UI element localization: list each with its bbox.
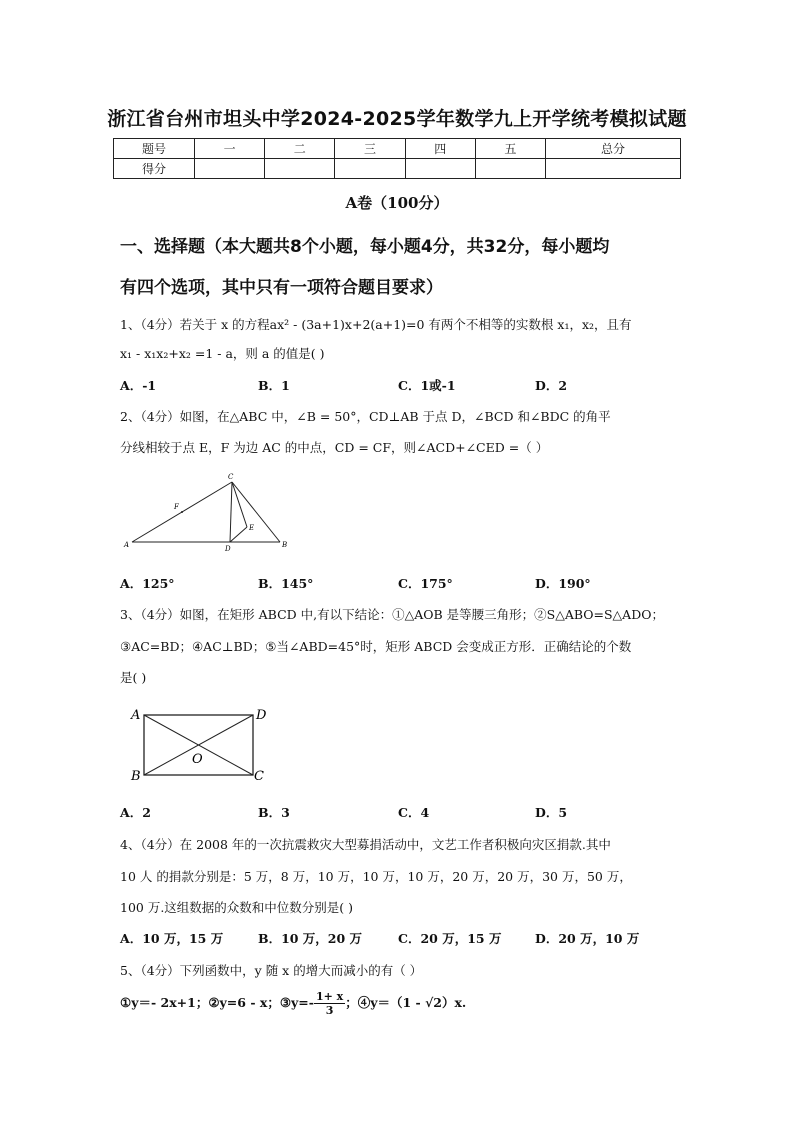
q5-formula-part1: ①y＝- 2x+1；②y=6 - x；③y=- — [120, 995, 314, 1010]
option-c: C．1或-1 — [398, 378, 456, 393]
label-b: B — [282, 541, 288, 549]
option-b: B．3 — [258, 805, 290, 820]
rectangle-figure — [128, 704, 273, 786]
score-input-cell — [475, 159, 545, 179]
q5-formula-part2: ；④y＝（1 - √2）x. — [345, 995, 467, 1010]
q3-line1: 3、（4分）如图，在矩形 ABCD 中,有以下结论：①△AOB 是等腰三角形；②S△ABO=S△ADO； — [120, 607, 664, 622]
option-a: A．125° — [120, 576, 175, 591]
fraction-denominator: 3 — [325, 1004, 334, 1017]
option-d: D．20 万，10 万 — [535, 931, 640, 946]
table-cell: 二 — [265, 139, 335, 159]
label-e: E — [249, 524, 255, 532]
option-c: C．4 — [398, 805, 430, 820]
option-a: A．2 — [120, 805, 151, 820]
q5-formulas — [120, 990, 466, 1017]
q2-line1: 2、（4分）如图，在△ABC 中，∠B = 50°，CD⊥AB 于点 D，∠BCD 和∠BDC 的角平 — [120, 409, 611, 424]
table-cell: 总分 — [546, 139, 681, 159]
table-cell: 三 — [335, 139, 405, 159]
score-input-cell — [195, 159, 265, 179]
option-b: B．145° — [258, 576, 314, 591]
part-heading-line1: 一、选择题（本大题共8个小题，每小题4分，共32分，每小题均 — [120, 237, 610, 257]
table-cell: 五 — [475, 139, 545, 159]
section-title: A卷（100分） — [345, 194, 449, 212]
score-input-cell — [335, 159, 405, 179]
label-o: O — [192, 752, 203, 767]
table-cell: 得分 — [114, 159, 195, 179]
option-b: B．1 — [258, 378, 290, 393]
option-a: A．-1 — [120, 378, 157, 393]
option-a: A．10 万，15 万 — [120, 931, 224, 946]
triangle-figure — [118, 470, 298, 555]
score-table-score-row — [114, 159, 681, 179]
part-heading-line2: 有四个选项，其中只有一项符合题目要求） — [120, 278, 443, 298]
q5-line1: 5、（4分）下列函数中，y 随 x 的增大而减小的有（ ） — [120, 963, 423, 978]
score-table-header-row — [114, 139, 681, 159]
option-d: D．2 — [535, 378, 568, 393]
q4-line2: 10 人 的捐款分别是：5 万，8 万，10 万，10 万，10 万，20 万，20 万，30 万，50 万， — [120, 869, 632, 884]
label-d: D — [225, 545, 231, 553]
option-c: C．20 万，15 万 — [398, 931, 502, 946]
score-table — [113, 138, 681, 179]
option-c: C．175° — [398, 576, 453, 591]
label-a: A — [131, 708, 141, 723]
label-f: F — [174, 503, 179, 511]
label-d: D — [256, 708, 267, 723]
q4-line1: 4、（4分）在 2008 年的一次抗震救灾大型募捐活动中，文艺工作者积极向灾区捐款.其中 — [120, 837, 611, 852]
q1-line1: 1、（4分）若关于 x 的方程ax² - (3a+1)x+2(a+1)=0 有两个不相等的实数根 x₁，x₂，且有 — [120, 317, 632, 332]
label-c: C — [254, 769, 264, 784]
score-input-cell — [405, 159, 475, 179]
q4-line3: 100 万.这组数据的众数和中位数分别是( ) — [120, 900, 354, 915]
q3-line2: ③AC=BD；④AC⊥BD；⑤当∠ABD=45°时，矩形 ABCD 会变成正方形．正确结论的个数 — [120, 639, 632, 654]
table-cell: 题号 — [114, 139, 195, 159]
option-d: D．190° — [535, 576, 591, 591]
option-b: B．10 万，20 万 — [258, 931, 363, 946]
label-a: A — [124, 541, 130, 549]
q5-fraction — [314, 990, 345, 1017]
q3-line3: 是( ) — [120, 670, 147, 685]
label-b: B — [131, 769, 141, 784]
label-c: C — [228, 473, 234, 481]
q1-line2: x₁ - x₁x₂+x₂ =1 - a，则 a 的值是( ) — [120, 346, 325, 361]
score-input-cell — [546, 159, 681, 179]
score-input-cell — [265, 159, 335, 179]
q2-line2: 分线相较于点 E，F 为边 AC 的中点，CD = CF，则∠ACD+∠CED =（ ） — [120, 440, 549, 455]
fraction-numerator: 1+ x — [315, 990, 344, 1003]
table-cell: 四 — [405, 139, 475, 159]
option-d: D．5 — [535, 805, 568, 820]
table-cell: 一 — [195, 139, 265, 159]
page-title: 浙江省台州市坦头中学2024-2025学年数学九上开学统考模拟试题 — [107, 108, 687, 130]
